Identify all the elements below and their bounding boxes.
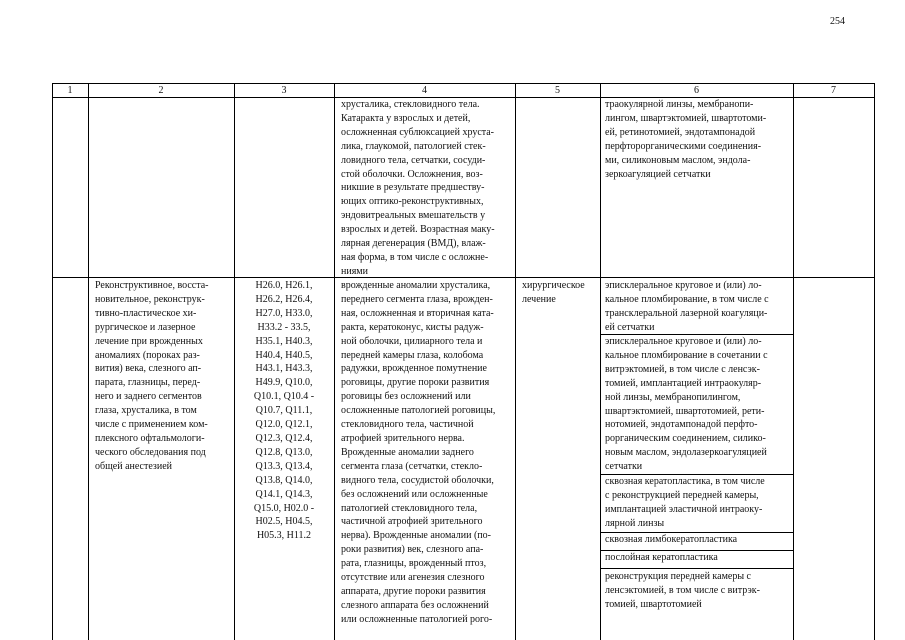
column-header: 6 — [694, 85, 699, 96]
method-divider — [600, 568, 793, 569]
column-divider — [88, 83, 89, 640]
column-divider — [793, 83, 794, 640]
table-border-left — [52, 83, 53, 640]
column-divider — [515, 83, 516, 640]
treatment-method-cell: эписклеральное круговое и (или) ло- кальное пломбирование в сочетании с витрэктомией, в том числе с ленсэк- томией, имплантацией интраокуляр- ной линзы, мембранопилингом, швартэктомией, швартотомией, рети- нотомией, эндотампонадой перфто- рорганическим соединением, силико- новым маслом, эндолазеркоагуляцией сетчатки — [605, 336, 768, 473]
table-border-right — [874, 83, 875, 640]
treatment-method-cell: эписклеральное круговое и (или) ло- кальное пломбирование, в том числе с трансклеральной лазерной коагуляци- ей сетчатки — [605, 280, 769, 333]
treatment-type-cell: хирургическое лечение — [522, 280, 585, 305]
column-header: 2 — [158, 85, 164, 96]
column-header: 3 — [281, 85, 287, 96]
treatment-method-cell: сквозная кератопластика, в том числе с реконструкцией передней камеры, имплантацией эластичной интраоку- лярной линзы — [605, 476, 765, 529]
treatment-method-cell: сквозная лимбокератопластика — [605, 534, 738, 545]
column-divider — [334, 83, 335, 640]
treatment-method-cell: послойная кератопластика — [605, 552, 718, 563]
column-header: 1 — [67, 85, 73, 96]
care-type-cell: Реконструктивное, восста- новительное, реконструк- тивно-пластическое хи- рургическое и лазерное лечение при врожденных аномалиях (пороках раз- вития) века, слезного ап- парата, глазницы, перед- него и заднего сегментов глаза, хрусталика, в том числе с применением ком- плексного офтальмологи- ческого обследования под общей анестезией — [95, 280, 209, 472]
treatment-method-continued-cell: траокулярной линзы, мембранопи- лингом, швартэктомией, швартотоми- ей, ретинотомией, эндотампонадой перфторорганическими соединения- ми, силиконовым маслом, эндола- зеркоагуляцией сетчатки — [605, 99, 767, 180]
icd-codes-cell: H26.0, H26.1, H26.2, H26.4, H27.0, H33.0, H33.2 - 33.5, H35.1, H40.3, H40.4, H40.5, H43.1, H43.3, H49.9, Q10.0, Q10.1, Q10.4 - Q10.7, Q11.1, Q12.0, Q12.1, Q12.3, Q12.4, Q12.8, Q13.0, Q13.3, Q13.4, Q13.8, Q14.0, Q14.1, Q14.3, Q15.0, H02.0 - H02.5, H04.5, H05.3, H11.2 — [253, 280, 315, 542]
column-header: 4 — [422, 85, 427, 96]
table-border-top — [52, 83, 874, 84]
diagnosis-cell: врожденные аномалии хрусталика, переднего сегмента глаза, врожден- ная, осложненная и вторичная ката- ракта, кератоконус, кисты радуж- ной оболочки, цилиарного тела и передней камеры глаза, колобома радужки, врожденное помутнение роговицы, другие пороки развития роговицы без осложнений или осложненные патологией роговицы, стекловидного тела, частичной атрофией зрительного нерва. Врожденные аномалии заднего сегмента глаза (сетчатки, стекло- видного тела, сосудистой оболочки, без осложнений или осложненные патологией стекловидного тела, частичной атрофией зрительного нерва). Врожденные аномалии (по- роки развития) век, слезного апа- рата, глазницы, врожденный птоз, отсутствие или агенезия слезного аппарата, другие пороки развития слезного аппарата без осложнений или осложненные патологией рого- — [341, 280, 496, 625]
page-number: 254 — [830, 16, 845, 27]
diagnosis-continued-cell: хрусталика, стекловидного тела. Катаракта у взрослых и детей, осложненная сублюксацией хруста- лика, глаукомой, патологией стек- ловидного тела, сетчатки, сосуди- стой оболочки. Осложнения, воз- никшие в результате предшеству- ющих оптико-реконструктивных, эндовитреальных вмешательств у взрослых и детей. Возрастная маку- лярная дегенерация (ВМД), влаж- ная форма, в том числе с осложне- ниями — [341, 99, 495, 277]
column-divider — [600, 83, 601, 640]
treatment-method-cell: реконструкция передней камеры с ленсэктомией, в том числе с витрэк- томией, швартотомией — [605, 571, 760, 610]
column-header: 7 — [831, 85, 836, 96]
column-header: 5 — [555, 85, 560, 96]
